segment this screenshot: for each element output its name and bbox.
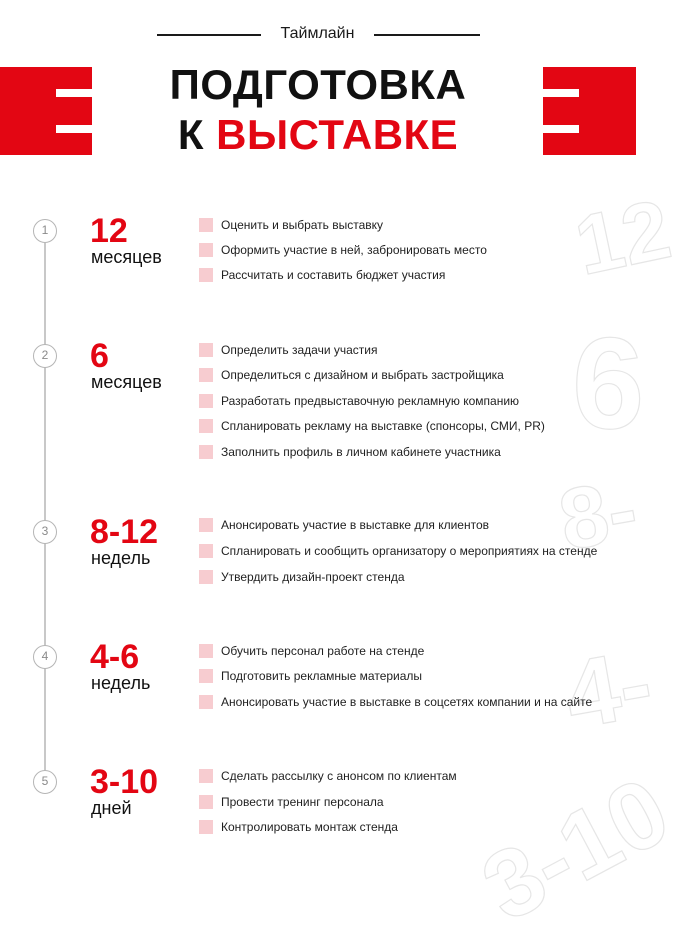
checkbox-icon [199,669,213,683]
checkbox-icon [199,268,213,282]
stage-unit: недель [91,673,151,693]
watermark-number: 6 [572,310,645,456]
decor-bar [56,125,92,133]
task-text: Утвердить дизайн-проект стенда [221,570,405,584]
checkbox-icon [199,795,213,809]
checkbox-icon [199,368,213,382]
stage-value: 3-10 [90,763,159,801]
task-text: Оценить и выбрать выставку [221,218,384,232]
stage-unit: недель [91,548,151,568]
task-text: Оформить участие в ней, забронировать место [221,243,487,257]
checkbox-icon [199,394,213,408]
header-label-row [0,22,636,46]
watermark-number: 12 [567,181,679,293]
task-text: Контролировать монтаж стенда [221,820,398,834]
decor-block-right [543,67,636,155]
task-text: Заполнить профиль в личном кабинете участника [221,445,501,459]
task-text: Обучить персонал работе на стенде [221,644,425,658]
stage-value: 4-6 [90,638,140,676]
task-text: Разработать предвыставочную рекламную компанию [221,394,520,408]
decor-bar [543,125,579,133]
watermark-number: 3-10 [465,757,686,942]
page-title-accent: ВЫСТАВКЕ [216,111,459,158]
stage-number-circle: 3 [33,520,57,544]
watermark-number: 8- [552,461,645,569]
header-divider-right [374,34,480,36]
stage-number-circle: 5 [33,770,57,794]
task-text: Определить задачи участия [221,343,378,357]
checkbox-icon [199,518,213,532]
stage-number-circle: 1 [33,219,57,243]
checkbox-icon [199,544,213,558]
page-title-line2 [100,113,536,157]
task-text: Сделать рассылку с анонсом по клиентам [221,769,457,783]
task-text: Провести тренинг персонала [221,795,384,809]
header-label: Таймлайн [280,25,355,42]
task-text: Определиться с дизайном и выбрать застройщика [221,368,504,382]
checkbox-icon [199,445,213,459]
page-title-prefix: К [177,111,204,158]
checkbox-icon [199,570,213,584]
stage-unit: дней [91,798,132,818]
checkbox-icon [199,769,213,783]
stage-unit: месяцев [91,247,162,267]
task-text: Анонсировать участие в выставке в соцсетях компании и на сайте [221,695,593,709]
stage-number-circle: 4 [33,645,57,669]
task-text: Подготовить рекламные материалы [221,669,423,683]
checkbox-icon [199,695,213,709]
checkbox-icon [199,218,213,232]
stage-number-circle: 2 [33,344,57,368]
decor-bar [543,89,579,97]
page-title-line1: ПОДГОТОВКА [169,61,467,108]
decor-block-left [0,67,92,155]
checkbox-icon [199,820,213,834]
watermark-number: 4- [557,629,660,750]
checkbox-icon [199,343,213,357]
checkbox-icon [199,243,213,257]
task-text: Спланировать рекламу на выставке (спонсоры, СМИ, PR) [221,419,545,433]
checkbox-icon [199,644,213,658]
stage-value: 12 [90,212,128,250]
decor-bar [56,89,92,97]
stage-value: 8-12 [90,513,159,551]
checkbox-icon [199,419,213,433]
timeline-line [44,243,46,780]
header-divider-left [157,34,261,36]
task-text: Анонсировать участие в выставке для клиентов [221,518,489,532]
stage-value: 6 [90,337,109,375]
task-text: Рассчитать и составить бюджет участия [221,268,446,282]
stage-unit: месяцев [91,372,162,392]
task-text: Спланировать и сообщить организатору о мероприятиях на стенде [221,544,598,558]
